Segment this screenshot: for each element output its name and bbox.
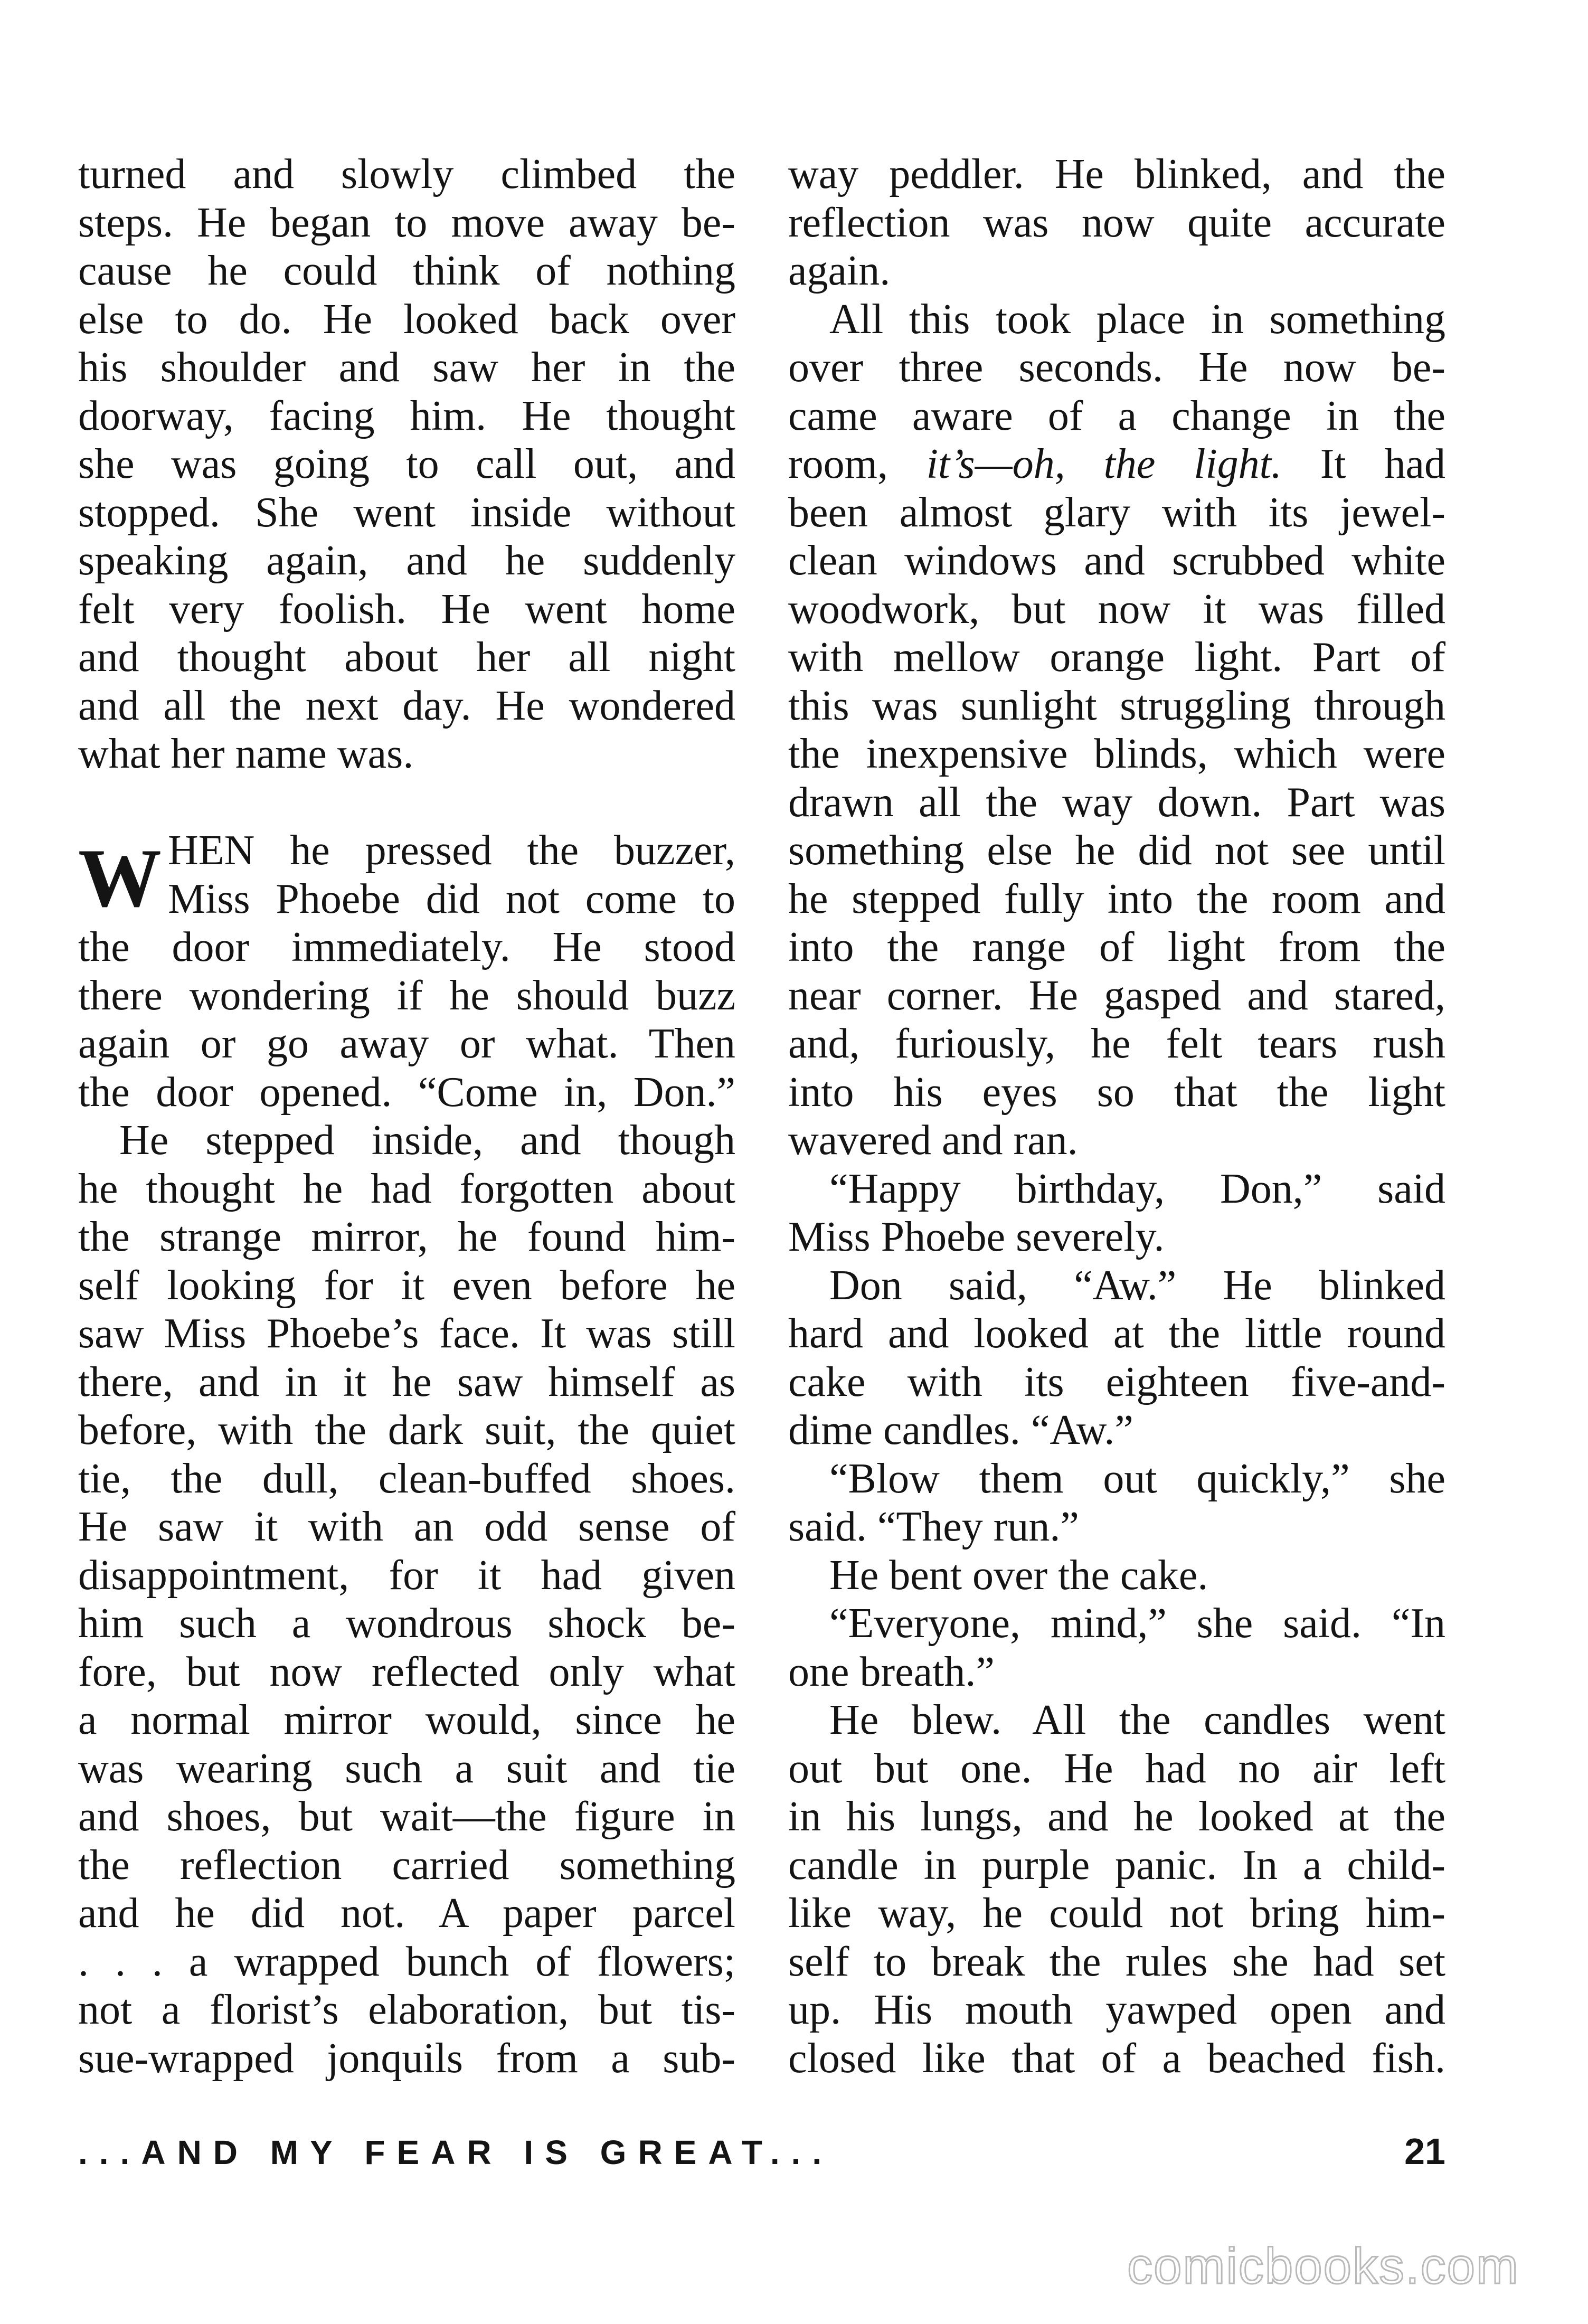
text-line: HEN he pressed the buzzer, xyxy=(168,827,735,874)
text-run: room, xyxy=(788,441,888,487)
text-line: candle in purple panic. In a child- xyxy=(788,1841,1445,1888)
text-line: over three seconds. He now be- xyxy=(788,344,1445,391)
text-line: and shoes, but wait—the figure in xyxy=(78,1793,735,1840)
text-line: what her name was. xyxy=(78,731,414,777)
text-line: felt very foolish. He went home xyxy=(78,585,735,632)
text-line: drawn all the way down. Part was xyxy=(788,779,1445,826)
text-line: before, with the dark suit, the quiet xyxy=(78,1407,735,1453)
text-line: Miss Phoebe did not come to xyxy=(168,875,735,922)
text-line: like way, he could not bring him- xyxy=(788,1890,1445,1936)
text-line: wavered and ran. xyxy=(788,1117,1078,1164)
text-line: and all the next day. He wondered xyxy=(78,682,735,729)
text-line: self looking for it even before he xyxy=(78,1262,735,1309)
text-line: and he did not. A paper parcel xyxy=(78,1890,735,1936)
text-line: the strange mirror, he found him- xyxy=(78,1214,735,1260)
text-line: one breath.” xyxy=(788,1648,995,1695)
drop-cap-paragraph xyxy=(78,827,735,923)
text-line: speaking again, and he suddenly xyxy=(78,537,735,584)
text-line: “Everyone, mind,” she said. “In xyxy=(829,1600,1445,1647)
text-line: and thought about her all night xyxy=(78,634,735,681)
text-line: she was going to call out, and xyxy=(78,441,735,487)
text-line: Don said, “Aw.” He blinked xyxy=(829,1262,1445,1309)
text-line: sue-wrapped jonquils from a sub- xyxy=(78,2035,735,2082)
text-line: the reflection carried something xyxy=(78,1841,735,1888)
text-line: hard and looked at the little round xyxy=(788,1310,1445,1357)
text-line: disappointment, for it had given xyxy=(78,1552,735,1599)
text-line: dime candles. “Aw.” xyxy=(788,1407,1133,1453)
text-line: cake with its eighteen five-and- xyxy=(788,1358,1445,1405)
text-line: there wondering if he should buzz xyxy=(78,972,735,1019)
text-line: doorway, facing him. He thought xyxy=(78,392,735,439)
text-line: this was sunlight struggling through xyxy=(788,682,1445,729)
text-line: the door immediately. He stood xyxy=(78,924,735,970)
text-line: He bent over the cake. xyxy=(829,1552,1208,1599)
text-line: into his eyes so that the light xyxy=(788,1069,1445,1116)
text-line: out but one. He had no air left xyxy=(788,1745,1445,1792)
text-line: his shoulder and saw her in the xyxy=(78,344,735,391)
text-line: he stepped fully into the room and xyxy=(788,875,1445,922)
text-line: tie, the dull, clean-buffed shoes. xyxy=(78,1455,735,1502)
text-line: something else he did not see until xyxy=(788,827,1445,874)
text-line: in his lungs, and he looked at the xyxy=(788,1793,1445,1840)
italic-text-run: it’s—oh, the light. xyxy=(926,441,1282,487)
text-line: clean windows and scrubbed white xyxy=(788,537,1445,584)
watermark: comicbooks.com xyxy=(1127,2238,1519,2294)
text-line: He blew. All the candles went xyxy=(829,1697,1445,1743)
text-line: cause he could think of nothing xyxy=(78,248,735,294)
text-line: the door opened. “Come in, Don.” xyxy=(78,1069,735,1116)
text-line-with-italic xyxy=(788,440,1445,489)
text-line: “Blow them out quickly,” she xyxy=(829,1455,1445,1502)
text-line: way peddler. He blinked, and the xyxy=(788,151,1445,197)
text-line: again or go away or what. Then xyxy=(78,1021,735,1067)
text-line: closed like that of a beached fish. xyxy=(788,2035,1445,2082)
text-line: was wearing such a suit and tie xyxy=(78,1745,735,1792)
text-line: not a florist’s elaboration, but tis- xyxy=(78,1987,735,2033)
text-line: him such a wondrous shock be- xyxy=(78,1600,735,1647)
text-line: “Happy birthday, Don,” said xyxy=(829,1165,1445,1212)
text-line: fore, but now reflected only what xyxy=(78,1648,735,1695)
text-line: he thought he had forgotten about xyxy=(78,1165,735,1212)
text-line: there, and in it he saw himself as xyxy=(78,1358,735,1405)
text-line: . . . a wrapped bunch of flowers; xyxy=(78,1938,735,1985)
text-line: again. xyxy=(788,248,891,294)
text-line: All this took place in something xyxy=(829,296,1445,343)
text-line: steps. He began to move away be- xyxy=(78,199,735,246)
text-line: He stepped inside, and though xyxy=(119,1117,735,1164)
text-line: turned and slowly climbed the xyxy=(78,151,735,197)
text-line: and, furiously, he felt tears rush xyxy=(788,1021,1445,1067)
text-line: a normal mirror would, since he xyxy=(78,1697,735,1743)
text-line: been almost glary with its jewel- xyxy=(788,489,1445,536)
text-line: up. His mouth yawped open and xyxy=(788,1987,1445,2033)
page-number: 21 xyxy=(1404,2131,1445,2172)
left-column xyxy=(78,150,735,2083)
text-line: said. “They run.” xyxy=(788,1504,1079,1550)
running-title: ...AND MY FEAR IS GREAT... xyxy=(78,2133,834,2171)
drop-cap: W xyxy=(78,832,162,924)
text-line: stopped. She went inside without xyxy=(78,489,735,536)
text-line: near corner. He gasped and stared, xyxy=(788,972,1445,1019)
text-line: into the range of light from the xyxy=(788,924,1445,970)
text-line: else to do. He looked back over xyxy=(78,296,735,343)
text-line: came aware of a change in the xyxy=(788,392,1445,439)
text-line: with mellow orange light. Part of xyxy=(788,634,1445,681)
text-line: self to break the rules she had set xyxy=(788,1938,1445,1985)
text-line: saw Miss Phoebe’s face. It was still xyxy=(78,1310,735,1357)
text-line: reflection was now quite accurate xyxy=(788,199,1445,246)
text-line: woodwork, but now it was filled xyxy=(788,585,1445,632)
text-run: It had xyxy=(1320,441,1446,487)
text-line: Miss Phoebe severely. xyxy=(788,1214,1165,1260)
text-line: He saw it with an odd sense of xyxy=(78,1504,735,1550)
right-column xyxy=(788,150,1445,2083)
page-footer xyxy=(78,2130,1445,2172)
text-line: the inexpensive blinds, which were xyxy=(788,731,1445,777)
